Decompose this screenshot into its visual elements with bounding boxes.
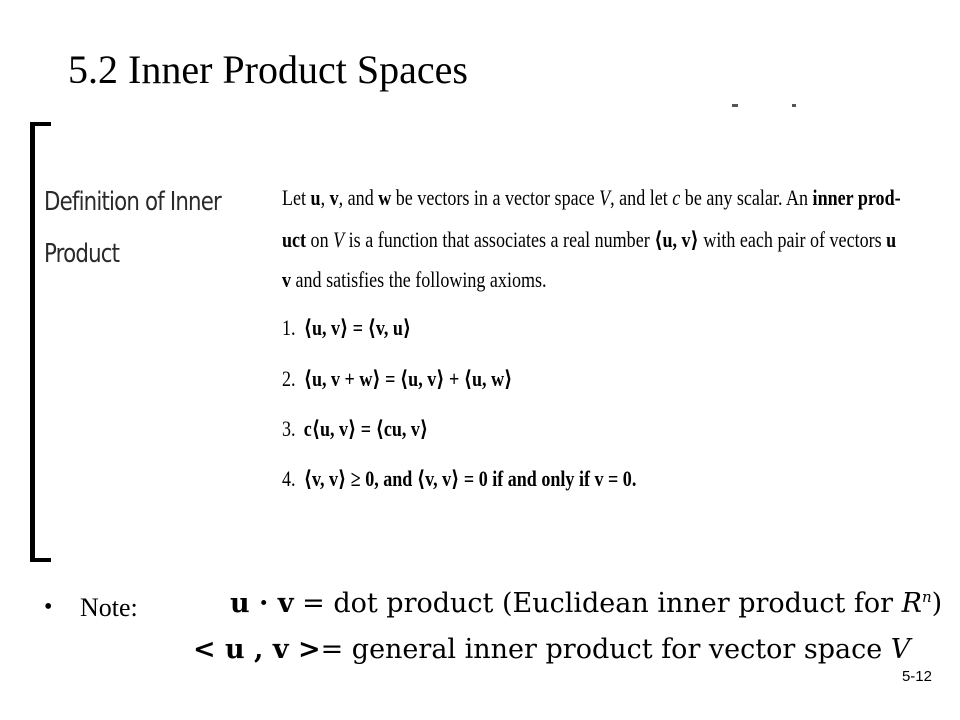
text-run: on (306, 227, 334, 252)
vector-w: w (378, 185, 392, 210)
vector-u: u (310, 185, 321, 210)
term-inner-product: inner prod- (812, 185, 901, 210)
bullet-point: • (44, 594, 53, 620)
definition-label-line2: Product (44, 239, 120, 269)
definition-line-1 (282, 186, 901, 210)
axiom-2 (282, 367, 512, 391)
space-V: V (890, 634, 911, 665)
text-run: be vectors in a vector space (391, 185, 600, 210)
space-V: V (333, 227, 345, 252)
page-number: 5-12 (901, 668, 932, 685)
axiom-number: 1. (282, 315, 296, 340)
dot-product-formula (230, 588, 942, 619)
definition-label-line1: Definition of Inner (44, 187, 221, 217)
vector-v: v (329, 185, 339, 210)
formula-text: = dot product (Euclidean inner product for (293, 588, 902, 619)
inner-product-notation: ⟨u, v⟩ (654, 227, 699, 252)
exponent-n: n (921, 588, 932, 606)
term-inner-product: uct (282, 227, 307, 252)
formula-text: = general inner product for vector space (320, 634, 891, 665)
axiom-number: 3. (282, 416, 296, 441)
text-run: , and let (610, 185, 673, 210)
text-run: and satisfies the following axioms. (291, 267, 547, 292)
text-run: , (320, 185, 330, 210)
vector-v: v (282, 267, 292, 292)
axiom-3 (282, 417, 428, 441)
axiom-1 (282, 316, 411, 340)
formula-text: ) (931, 588, 943, 619)
slide-title: 5.2 Inner Product Spaces (68, 47, 468, 92)
text-run: Let (282, 185, 311, 210)
scan-artifact (792, 104, 796, 107)
space-V: V (599, 185, 611, 210)
text-run: with each pair of vectors (698, 227, 887, 252)
axiom-text: ⟨v, v⟩ ≥ 0, and ⟨v, v⟩ = 0 if and only if v = 0. (303, 466, 637, 491)
text-run: is a function that associates a real number (344, 227, 655, 252)
general-inner-product-formula (193, 634, 910, 665)
axiom-text: ⟨u, v + w⟩ = ⟨u, v⟩ + ⟨u, w⟩ (303, 366, 513, 391)
text-run: , and (338, 185, 379, 210)
axiom-4 (282, 467, 636, 491)
axiom-text: c⟨u, v⟩ = ⟨cu, v⟩ (303, 416, 429, 441)
note-label: Note: (80, 593, 138, 622)
real-space-R: R (901, 588, 922, 619)
axiom-text: ⟨u, v⟩ = ⟨v, u⟩ (303, 315, 412, 340)
axiom-number: 2. (282, 366, 296, 391)
formula-lhs: < u , v > (193, 634, 321, 665)
scalar-c: c (672, 185, 681, 210)
definition-line-3 (282, 268, 547, 292)
vector-u: u (886, 227, 897, 252)
scan-artifact (732, 104, 738, 107)
text-run: be any scalar. An (680, 185, 813, 210)
definition-label (44, 176, 221, 280)
formula-lhs: u · v (230, 588, 294, 619)
axiom-number: 4. (282, 466, 296, 491)
definition-line-2 (282, 228, 896, 252)
